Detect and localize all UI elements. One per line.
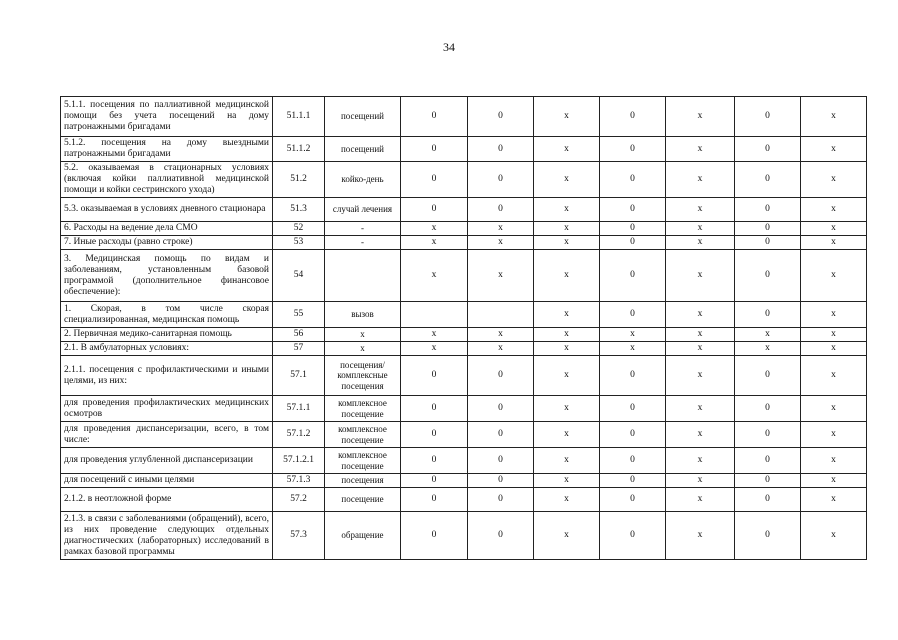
row-unit-cell: обращение bbox=[325, 512, 401, 560]
row-name-cell: 5.3. оказываемая в условиях дневного стационара bbox=[61, 198, 273, 222]
value-cell: 0 bbox=[600, 222, 666, 236]
row-name-cell: для проведения углубленной диспансеризации bbox=[61, 448, 273, 474]
row-code-cell: 56 bbox=[273, 328, 325, 342]
value-cell: 0 bbox=[600, 488, 666, 512]
value-cell: 0 bbox=[735, 448, 801, 474]
value-cell: 0 bbox=[735, 198, 801, 222]
table-row bbox=[61, 396, 867, 422]
value-cell: х bbox=[801, 302, 867, 328]
value-cell: х bbox=[600, 342, 666, 356]
value-cell: х bbox=[666, 222, 735, 236]
value-cell: х bbox=[666, 236, 735, 250]
row-unit-cell: случай лечения bbox=[325, 198, 401, 222]
table-row bbox=[61, 328, 867, 342]
row-name-cell: 2.1.1. посещения с профилактическими и иными целями, из них: bbox=[61, 356, 273, 396]
value-cell: 0 bbox=[401, 356, 468, 396]
value-cell: 0 bbox=[468, 137, 534, 162]
value-cell: х bbox=[534, 422, 600, 448]
row-code-cell: 57.1.2 bbox=[273, 422, 325, 448]
value-cell: 0 bbox=[468, 198, 534, 222]
value-cell: х bbox=[534, 162, 600, 198]
value-cell: х bbox=[534, 396, 600, 422]
value-cell: х bbox=[600, 328, 666, 342]
value-cell: х bbox=[666, 448, 735, 474]
value-cell: х bbox=[801, 422, 867, 448]
value-cell: х bbox=[801, 97, 867, 137]
row-code-cell: 55 bbox=[273, 302, 325, 328]
table-row bbox=[61, 302, 867, 328]
table-row bbox=[61, 162, 867, 198]
row-name-cell: 3. Медицинская помощь по видам и заболеваниям, установленным базовой программой (дополнительное финансовое обеспечение): bbox=[61, 250, 273, 302]
value-cell: 0 bbox=[600, 474, 666, 488]
value-cell: х bbox=[801, 137, 867, 162]
value-cell: 0 bbox=[468, 396, 534, 422]
row-code-cell: 51.3 bbox=[273, 198, 325, 222]
row-unit-cell: посещений bbox=[325, 97, 401, 137]
row-code-cell: 53 bbox=[273, 236, 325, 250]
data-table bbox=[60, 96, 867, 560]
value-cell: 0 bbox=[735, 356, 801, 396]
row-unit-cell: комплексное посещение bbox=[325, 422, 401, 448]
value-cell: 0 bbox=[600, 162, 666, 198]
value-cell: х bbox=[534, 302, 600, 328]
row-name-cell: 2.1.3. в связи с заболеваниями (обращений), всего, из них проведение следующих отдельных диагностических (лабораторных) исследований в рамках базовой программы bbox=[61, 512, 273, 560]
value-cell: 0 bbox=[735, 222, 801, 236]
value-cell: х bbox=[534, 250, 600, 302]
value-cell: х bbox=[801, 222, 867, 236]
value-cell: х bbox=[666, 422, 735, 448]
value-cell: 0 bbox=[468, 162, 534, 198]
value-cell: х bbox=[666, 474, 735, 488]
table-row bbox=[61, 97, 867, 137]
value-cell bbox=[401, 302, 468, 328]
value-cell: х bbox=[735, 328, 801, 342]
row-name-cell: 2.1.2. в неотложной форме bbox=[61, 488, 273, 512]
value-cell: х bbox=[534, 342, 600, 356]
value-cell: х bbox=[666, 162, 735, 198]
value-cell: 0 bbox=[600, 512, 666, 560]
value-cell: 0 bbox=[600, 422, 666, 448]
row-unit-cell: посещение bbox=[325, 488, 401, 512]
row-code-cell: 57.1 bbox=[273, 356, 325, 396]
row-unit-cell: - bbox=[325, 236, 401, 250]
value-cell: х bbox=[468, 236, 534, 250]
value-cell: 0 bbox=[468, 512, 534, 560]
value-cell: х bbox=[801, 474, 867, 488]
value-cell: х bbox=[534, 198, 600, 222]
value-cell: 0 bbox=[468, 356, 534, 396]
value-cell: х bbox=[468, 342, 534, 356]
table-row bbox=[61, 512, 867, 560]
value-cell: 0 bbox=[735, 396, 801, 422]
value-cell: х bbox=[666, 512, 735, 560]
value-cell: х bbox=[801, 396, 867, 422]
row-unit-cell: посещения bbox=[325, 474, 401, 488]
row-unit-cell: вызов bbox=[325, 302, 401, 328]
value-cell: 0 bbox=[600, 448, 666, 474]
row-code-cell: 57.3 bbox=[273, 512, 325, 560]
value-cell: х bbox=[666, 356, 735, 396]
row-unit-cell: х bbox=[325, 328, 401, 342]
row-name-cell: 6. Расходы на ведение дела СМО bbox=[61, 222, 273, 236]
value-cell: 0 bbox=[468, 474, 534, 488]
row-unit-cell: койко-день bbox=[325, 162, 401, 198]
value-cell: х bbox=[801, 250, 867, 302]
table-row bbox=[61, 422, 867, 448]
value-cell: х bbox=[534, 222, 600, 236]
table-row bbox=[61, 488, 867, 512]
value-cell: 0 bbox=[600, 97, 666, 137]
value-cell: х bbox=[801, 488, 867, 512]
value-cell: х bbox=[468, 222, 534, 236]
row-unit-cell: комплексное посещение bbox=[325, 396, 401, 422]
value-cell: 0 bbox=[600, 396, 666, 422]
row-unit-cell: х bbox=[325, 342, 401, 356]
value-cell: х bbox=[801, 236, 867, 250]
row-name-cell: для проведения профилактических медицинских осмотров bbox=[61, 396, 273, 422]
value-cell: х bbox=[468, 328, 534, 342]
row-name-cell: 2.1. В амбулаторных условиях: bbox=[61, 342, 273, 356]
value-cell: 0 bbox=[600, 250, 666, 302]
row-unit-cell: - bbox=[325, 222, 401, 236]
value-cell: 0 bbox=[401, 396, 468, 422]
table-row bbox=[61, 137, 867, 162]
page-number: 34 bbox=[443, 40, 455, 54]
value-cell: 0 bbox=[600, 236, 666, 250]
value-cell bbox=[468, 302, 534, 328]
value-cell: 0 bbox=[735, 97, 801, 137]
value-cell: 0 bbox=[735, 474, 801, 488]
table-row bbox=[61, 448, 867, 474]
row-code-cell: 54 bbox=[273, 250, 325, 302]
row-name-cell: 5.2. оказываемая в стационарных условиях (включая койки паллиативной медицинской помощи и койки сестринского ухода) bbox=[61, 162, 273, 198]
value-cell: х bbox=[735, 342, 801, 356]
table-row bbox=[61, 356, 867, 396]
row-unit-cell: посещений bbox=[325, 137, 401, 162]
value-cell: 0 bbox=[600, 302, 666, 328]
value-cell: х bbox=[534, 356, 600, 396]
value-cell: 0 bbox=[735, 137, 801, 162]
value-cell: х bbox=[468, 250, 534, 302]
table-row bbox=[61, 222, 867, 236]
row-code-cell: 57.2 bbox=[273, 488, 325, 512]
row-name-cell: для посещений с иными целями bbox=[61, 474, 273, 488]
value-cell: х bbox=[801, 162, 867, 198]
value-cell: х bbox=[801, 512, 867, 560]
value-cell: 0 bbox=[401, 422, 468, 448]
value-cell: х bbox=[534, 137, 600, 162]
row-name-cell: 2. Первичная медико-санитарная помощь bbox=[61, 328, 273, 342]
value-cell: 0 bbox=[401, 512, 468, 560]
row-name-cell: 7. Иные расходы (равно строке) bbox=[61, 236, 273, 250]
row-unit-cell bbox=[325, 250, 401, 302]
value-cell: 0 bbox=[401, 162, 468, 198]
value-cell: 0 bbox=[735, 488, 801, 512]
value-cell: 0 bbox=[735, 512, 801, 560]
value-cell: х bbox=[666, 198, 735, 222]
row-code-cell: 52 bbox=[273, 222, 325, 236]
value-cell: х bbox=[801, 198, 867, 222]
value-cell: х bbox=[401, 236, 468, 250]
value-cell: 0 bbox=[600, 198, 666, 222]
value-cell: 0 bbox=[401, 474, 468, 488]
value-cell: х bbox=[666, 328, 735, 342]
value-cell: х bbox=[666, 137, 735, 162]
value-cell: х bbox=[401, 342, 468, 356]
row-unit-cell: посещения/комплексные посещения bbox=[325, 356, 401, 396]
value-cell: х bbox=[666, 342, 735, 356]
value-cell: 0 bbox=[401, 198, 468, 222]
value-cell: 0 bbox=[401, 137, 468, 162]
value-cell: х bbox=[801, 448, 867, 474]
value-cell: х bbox=[801, 328, 867, 342]
row-code-cell: 57 bbox=[273, 342, 325, 356]
row-code-cell: 51.1.1 bbox=[273, 97, 325, 137]
table-row bbox=[61, 198, 867, 222]
value-cell: х bbox=[666, 250, 735, 302]
value-cell: 0 bbox=[468, 488, 534, 512]
value-cell: 0 bbox=[468, 448, 534, 474]
value-cell: х bbox=[401, 222, 468, 236]
value-cell: 0 bbox=[735, 250, 801, 302]
row-code-cell: 57.1.2.1 bbox=[273, 448, 325, 474]
value-cell: х bbox=[401, 328, 468, 342]
table-row bbox=[61, 342, 867, 356]
value-cell: х bbox=[534, 236, 600, 250]
value-cell: 0 bbox=[735, 162, 801, 198]
value-cell: х bbox=[534, 97, 600, 137]
row-code-cell: 57.1.1 bbox=[273, 396, 325, 422]
row-name-cell: 5.1.2. посещения на дому выездными патронажными бригадами bbox=[61, 137, 273, 162]
value-cell: 0 bbox=[735, 422, 801, 448]
row-code-cell: 51.1.2 bbox=[273, 137, 325, 162]
value-cell: х bbox=[534, 512, 600, 560]
value-cell: х bbox=[801, 342, 867, 356]
value-cell: 0 bbox=[735, 236, 801, 250]
table-row bbox=[61, 474, 867, 488]
row-name-cell: для проведения диспансеризации, всего, в том числе: bbox=[61, 422, 273, 448]
value-cell: 0 bbox=[600, 137, 666, 162]
value-cell: х bbox=[534, 328, 600, 342]
value-cell: 0 bbox=[600, 356, 666, 396]
value-cell: х bbox=[401, 250, 468, 302]
row-code-cell: 51.2 bbox=[273, 162, 325, 198]
value-cell: 0 bbox=[401, 448, 468, 474]
value-cell: х bbox=[666, 97, 735, 137]
value-cell: 0 bbox=[468, 97, 534, 137]
value-cell: х bbox=[534, 448, 600, 474]
row-code-cell: 57.1.3 bbox=[273, 474, 325, 488]
value-cell: х bbox=[801, 356, 867, 396]
row-unit-cell: комплексное посещение bbox=[325, 448, 401, 474]
table-row bbox=[61, 250, 867, 302]
table-row bbox=[61, 236, 867, 250]
row-name-cell: 5.1.1. посещения по паллиативной медицинской помощи без учета посещений на дому патронажными бригадами bbox=[61, 97, 273, 137]
value-cell: 0 bbox=[401, 488, 468, 512]
value-cell: х bbox=[534, 488, 600, 512]
value-cell: х bbox=[666, 396, 735, 422]
value-cell: 0 bbox=[401, 97, 468, 137]
value-cell: х bbox=[666, 302, 735, 328]
value-cell: 0 bbox=[735, 302, 801, 328]
value-cell: х bbox=[666, 488, 735, 512]
row-name-cell: 1. Скорая, в том числе скорая специализированная, медицинская помощь bbox=[61, 302, 273, 328]
value-cell: 0 bbox=[468, 422, 534, 448]
value-cell: х bbox=[534, 474, 600, 488]
